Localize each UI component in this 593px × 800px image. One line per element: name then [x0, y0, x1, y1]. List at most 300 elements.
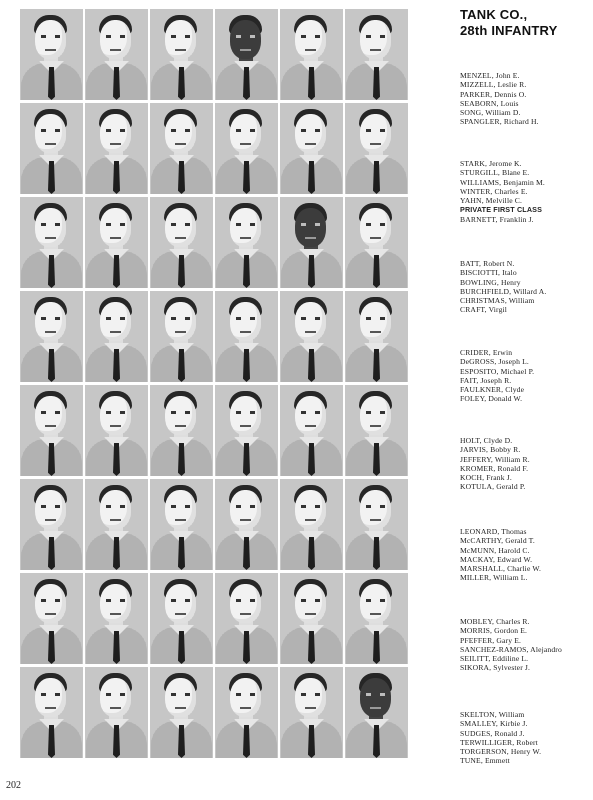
portrait-eyes [106, 411, 125, 414]
unit-title-line2: 28th INFANTRY [460, 23, 558, 38]
portrait-mouth [305, 331, 316, 333]
name-line: WILLIAMS, Benjamin M. [460, 177, 545, 187]
portrait-tie [178, 349, 185, 382]
portrait-head [35, 396, 66, 435]
portrait-tie [243, 443, 250, 476]
portrait-eyes [171, 129, 190, 132]
portrait-photo [280, 9, 343, 100]
portrait-photo [85, 667, 148, 758]
portrait-mouth [240, 331, 251, 333]
portrait-eyes [366, 411, 385, 414]
portrait-mouth [305, 707, 316, 709]
portrait-mouth [240, 707, 251, 709]
name-line: SEILITT, Eddiline L. [460, 654, 529, 664]
name-line: MARSHALL, Charlie W. [460, 564, 542, 574]
portrait-eyes [301, 35, 320, 38]
portrait-tie [113, 631, 120, 664]
portrait-head [165, 396, 196, 435]
portrait-photo [150, 479, 213, 570]
name-line: SPANGLER, Richard H. [460, 117, 539, 127]
portrait-eyes [41, 35, 60, 38]
portrait-eyes [366, 599, 385, 602]
portrait-mouth [240, 613, 251, 615]
portrait-eyes [106, 317, 125, 320]
portrait-mouth [175, 707, 186, 709]
name-line: TUNE, Emmett [460, 756, 510, 766]
portrait-photo [85, 197, 148, 288]
portrait-mouth [370, 707, 381, 709]
portrait-head [100, 678, 131, 717]
name-line: KOCH, Frank J. [460, 473, 512, 483]
portrait-grid [20, 9, 408, 758]
portrait-mouth [305, 143, 316, 145]
portrait-tie [373, 537, 380, 570]
portrait-eyes [171, 411, 190, 414]
portrait-mouth [240, 49, 251, 51]
portrait-photo [345, 197, 408, 288]
portrait-mouth [370, 49, 381, 51]
name-line: SONG, William D. [460, 108, 521, 118]
portrait-head [230, 396, 261, 435]
name-line: KOTULA, Gerald P. [460, 482, 526, 492]
portrait-photo [150, 103, 213, 194]
portrait-head [165, 208, 196, 247]
portrait-mouth [175, 425, 186, 427]
portrait-tie [113, 349, 120, 382]
portrait-eyes [301, 411, 320, 414]
name-line: CRAFT, Virgil [460, 305, 508, 315]
portrait-eyes [236, 129, 255, 132]
portrait-eyes [41, 129, 60, 132]
name-line: TORGERSON, Henry W. [460, 747, 542, 757]
portrait-photo [20, 573, 83, 664]
portrait-tie [113, 537, 120, 570]
portrait-tie [48, 631, 55, 664]
portrait-mouth [370, 425, 381, 427]
portrait-photo [85, 103, 148, 194]
portrait-tie [178, 161, 185, 194]
portrait-mouth [110, 49, 121, 51]
portrait-mouth [370, 143, 381, 145]
portrait-tie [48, 725, 55, 758]
portrait-tie [308, 67, 315, 100]
name-line: STARK, Jerome K. [460, 159, 522, 168]
portrait-tie [243, 67, 250, 100]
portrait-tie [113, 255, 120, 288]
portrait-tie [178, 537, 185, 570]
portrait-tie [48, 67, 55, 100]
portrait-mouth [110, 425, 121, 427]
portrait-head [100, 208, 131, 247]
portrait-eyes [301, 317, 320, 320]
portrait-tie [48, 161, 55, 194]
portrait-tie [373, 443, 380, 476]
name-line: JARVIS, Bobby R. [460, 445, 521, 455]
name-line: MOBLEY, Charles R. [460, 617, 530, 626]
portrait-photo [280, 479, 343, 570]
portrait-tie [373, 631, 380, 664]
name-group-1 [460, 71, 593, 127]
portrait-head [295, 678, 326, 717]
portrait-head [360, 490, 391, 529]
unit-title [460, 7, 590, 39]
portrait-head [360, 584, 391, 623]
portrait-head [295, 302, 326, 341]
portrait-eyes [236, 223, 255, 226]
portrait-eyes [41, 505, 60, 508]
portrait-tie [243, 725, 250, 758]
portrait-eyes [106, 599, 125, 602]
name-line: CHRISTMAS, William [460, 296, 535, 306]
name-line: PFEFFER, Gary E. [460, 635, 522, 645]
portrait-mouth [305, 613, 316, 615]
portrait-tie [113, 443, 120, 476]
portrait-tie [373, 67, 380, 100]
portrait-photo [280, 197, 343, 288]
portrait-head [295, 208, 326, 247]
portrait-eyes [236, 599, 255, 602]
portrait-mouth [370, 331, 381, 333]
portrait-tie [373, 725, 380, 758]
portrait-tie [178, 255, 185, 288]
portrait-photo [280, 573, 343, 664]
portrait-photo [345, 103, 408, 194]
portrait-tie [308, 537, 315, 570]
portrait-tie [48, 537, 55, 570]
portrait-eyes [171, 317, 190, 320]
portrait-photo [150, 573, 213, 664]
portrait-eyes [366, 505, 385, 508]
portrait-tie [48, 443, 55, 476]
portrait-eyes [106, 223, 125, 226]
portrait-head [295, 114, 326, 153]
portrait-photo [150, 667, 213, 758]
portrait-head [230, 20, 261, 59]
portrait-tie [308, 443, 315, 476]
portrait-eyes [366, 35, 385, 38]
portrait-head [35, 678, 66, 717]
portrait-eyes [41, 223, 60, 226]
portrait-head [295, 20, 326, 59]
portrait-head [35, 490, 66, 529]
name-line: HOLT, Clyde D. [460, 436, 513, 445]
name-line: MILLER, William L. [460, 573, 528, 583]
portrait-eyes [236, 505, 255, 508]
portrait-head [360, 20, 391, 59]
portrait-photo [345, 9, 408, 100]
portrait-head [165, 114, 196, 153]
portrait-mouth [305, 49, 316, 51]
portrait-photo [215, 385, 278, 476]
portrait-eyes [301, 223, 320, 226]
portrait-photo [20, 9, 83, 100]
portrait-photo [345, 479, 408, 570]
portrait-eyes [236, 317, 255, 320]
portrait-mouth [45, 519, 56, 521]
portrait-mouth [240, 425, 251, 427]
portrait-mouth [175, 143, 186, 145]
portrait-eyes [366, 317, 385, 320]
portrait-mouth [45, 613, 56, 615]
portrait-tie [113, 161, 120, 194]
portrait-tie [308, 161, 315, 194]
name-line: DeGROSS, Joseph L. [460, 357, 529, 367]
name-line: MENZEL, John E. [460, 71, 520, 80]
portrait-head [100, 490, 131, 529]
portrait-tie [373, 161, 380, 194]
name-line: ESPOSITO, Michael P. [460, 366, 535, 376]
portrait-tie [308, 255, 315, 288]
portrait-mouth [175, 49, 186, 51]
portrait-eyes [171, 599, 190, 602]
portrait-head [360, 396, 391, 435]
portrait-photo [85, 291, 148, 382]
portrait-head [100, 20, 131, 59]
name-line: McCARTHY, Gerald T. [460, 536, 535, 546]
name-line: SKELTON, William [460, 710, 525, 719]
portrait-photo [85, 573, 148, 664]
portrait-head [360, 114, 391, 153]
portrait-head [100, 302, 131, 341]
portrait-tie [178, 725, 185, 758]
portrait-eyes [366, 129, 385, 132]
portrait-tie [113, 67, 120, 100]
name-line: TERWILLIGER, Robert [460, 737, 538, 747]
portrait-mouth [45, 49, 56, 51]
name-line: FAULKNER, Clyde [460, 385, 525, 395]
portrait-head [295, 584, 326, 623]
portrait-head [35, 208, 66, 247]
portrait-eyes [301, 599, 320, 602]
portrait-tie [243, 255, 250, 288]
portrait-head [35, 114, 66, 153]
portrait-mouth [110, 143, 121, 145]
portrait-photo [215, 291, 278, 382]
portrait-eyes [41, 411, 60, 414]
portrait-photo [215, 9, 278, 100]
portrait-photo [215, 103, 278, 194]
name-line: BARNETT, Franklin J. [460, 214, 534, 224]
name-line: CRIDER, Erwin [460, 348, 513, 357]
portrait-photo [280, 667, 343, 758]
portrait-eyes [41, 693, 60, 696]
portrait-tie [308, 631, 315, 664]
portrait-head [230, 584, 261, 623]
portrait-photo [150, 291, 213, 382]
portrait-head [35, 20, 66, 59]
portrait-mouth [305, 237, 316, 239]
name-line: McMUNN, Harold C. [460, 545, 530, 555]
portrait-photo [20, 291, 83, 382]
portrait-photo [150, 197, 213, 288]
name-line: LEONARD, Thomas [460, 527, 527, 536]
portrait-head [360, 678, 391, 717]
name-group-3 [460, 259, 593, 315]
portrait-mouth [110, 331, 121, 333]
portrait-mouth [45, 143, 56, 145]
portrait-head [165, 20, 196, 59]
name-line: KROMER, Ronald F. [460, 463, 529, 473]
portrait-photo [215, 479, 278, 570]
portrait-eyes [301, 505, 320, 508]
name-line: MORRIS, Gordon E. [460, 626, 528, 636]
portrait-photo [20, 103, 83, 194]
portrait-photo [215, 667, 278, 758]
portrait-eyes [41, 317, 60, 320]
name-line: BATT, Robert N. [460, 259, 515, 268]
name-line: SUDGES, Ronald J. [460, 728, 525, 738]
name-group-2 [460, 159, 593, 224]
portrait-mouth [370, 519, 381, 521]
page-number: 202 [6, 780, 21, 791]
portrait-head [100, 396, 131, 435]
portrait-eyes [366, 693, 385, 696]
name-line: BOWLING, Henry [460, 277, 521, 287]
portrait-mouth [175, 237, 186, 239]
portrait-photo [215, 573, 278, 664]
portrait-mouth [240, 143, 251, 145]
portrait-photo [85, 385, 148, 476]
name-group-5 [460, 436, 593, 492]
portrait-head [100, 114, 131, 153]
name-line: MIZZELL, Leslie R. [460, 80, 527, 90]
portrait-tie [113, 725, 120, 758]
portrait-tie [243, 537, 250, 570]
portrait-tie [308, 349, 315, 382]
portrait-tie [243, 631, 250, 664]
portrait-eyes [41, 599, 60, 602]
portrait-mouth [370, 237, 381, 239]
portrait-mouth [240, 519, 251, 521]
name-line: WINTER, Charles E. [460, 186, 528, 196]
portrait-head [165, 678, 196, 717]
name-group-6 [460, 527, 593, 583]
portrait-head [100, 584, 131, 623]
portrait-photo [345, 667, 408, 758]
portrait-tie [373, 349, 380, 382]
portrait-eyes [171, 223, 190, 226]
name-line: YAHN, Melville C. [460, 196, 523, 206]
portrait-mouth [175, 331, 186, 333]
portrait-mouth [110, 613, 121, 615]
portrait-photo [280, 291, 343, 382]
portrait-mouth [175, 613, 186, 615]
portrait-photo [85, 479, 148, 570]
portrait-photo [345, 291, 408, 382]
portrait-photo [85, 9, 148, 100]
portrait-mouth [45, 237, 56, 239]
portrait-mouth [110, 237, 121, 239]
portrait-mouth [240, 237, 251, 239]
portrait-photo [215, 197, 278, 288]
portrait-head [295, 396, 326, 435]
portrait-photo [150, 385, 213, 476]
portrait-mouth [110, 707, 121, 709]
portrait-head [165, 302, 196, 341]
portrait-head [360, 302, 391, 341]
name-line: BISCIOTTI, Italo [460, 268, 517, 278]
portrait-tie [373, 255, 380, 288]
portrait-eyes [301, 693, 320, 696]
portrait-tie [178, 631, 185, 664]
portrait-eyes [106, 505, 125, 508]
portrait-eyes [106, 129, 125, 132]
portrait-tie [243, 161, 250, 194]
portrait-photo [20, 479, 83, 570]
portrait-photo [280, 103, 343, 194]
portrait-eyes [236, 693, 255, 696]
portrait-head [35, 584, 66, 623]
name-line: SANCHEZ-RAMOS, Alejandro [460, 644, 562, 654]
name-line: PARKER, Dennis O. [460, 89, 527, 99]
portrait-head [230, 114, 261, 153]
name-line: FOLEY, Donald W. [460, 394, 523, 404]
portrait-head [230, 678, 261, 717]
portrait-tie [48, 255, 55, 288]
portrait-photo [20, 197, 83, 288]
portrait-mouth [110, 519, 121, 521]
portrait-photo [20, 385, 83, 476]
portrait-head [360, 208, 391, 247]
portrait-eyes [236, 411, 255, 414]
portrait-head [230, 302, 261, 341]
portrait-mouth [370, 613, 381, 615]
portrait-photo [345, 573, 408, 664]
name-group-7 [460, 617, 593, 673]
portrait-photo [150, 9, 213, 100]
portrait-eyes [106, 35, 125, 38]
portrait-tie [243, 349, 250, 382]
name-line: BURCHFIELD, Willard A. [460, 286, 547, 296]
portrait-tie [178, 443, 185, 476]
portrait-tie [178, 67, 185, 100]
portrait-photo [345, 385, 408, 476]
portrait-eyes [236, 35, 255, 38]
portrait-eyes [106, 693, 125, 696]
portrait-mouth [175, 519, 186, 521]
portrait-tie [308, 725, 315, 758]
portrait-mouth [45, 331, 56, 333]
portrait-eyes [366, 223, 385, 226]
name-line: SIKORA, Sylvester J. [460, 663, 531, 673]
portrait-eyes [171, 505, 190, 508]
portrait-mouth [305, 425, 316, 427]
portrait-tie [48, 349, 55, 382]
portrait-eyes [301, 129, 320, 132]
name-line: FAIT, Joseph R. [460, 375, 512, 385]
portrait-head [230, 208, 261, 247]
name-line: SMALLEY, Kirbie J. [460, 719, 528, 729]
portrait-eyes [171, 35, 190, 38]
portrait-head [295, 490, 326, 529]
portrait-photo [280, 385, 343, 476]
unit-title-line1: TANK CO., [460, 7, 528, 22]
name-line: JEFFERY, William R. [460, 454, 530, 464]
portrait-head [35, 302, 66, 341]
portrait-mouth [45, 425, 56, 427]
portrait-eyes [171, 693, 190, 696]
portrait-photo [20, 667, 83, 758]
name-group-8 [460, 710, 593, 766]
portrait-head [165, 584, 196, 623]
portrait-head [165, 490, 196, 529]
portrait-mouth [305, 519, 316, 521]
rank-heading: PRIVATE FIRST CLASS [460, 205, 543, 215]
portrait-mouth [45, 707, 56, 709]
name-line: STURGILL, Blane E. [460, 168, 530, 178]
name-line: SEABORN, Louis [460, 98, 519, 108]
portrait-head [230, 490, 261, 529]
